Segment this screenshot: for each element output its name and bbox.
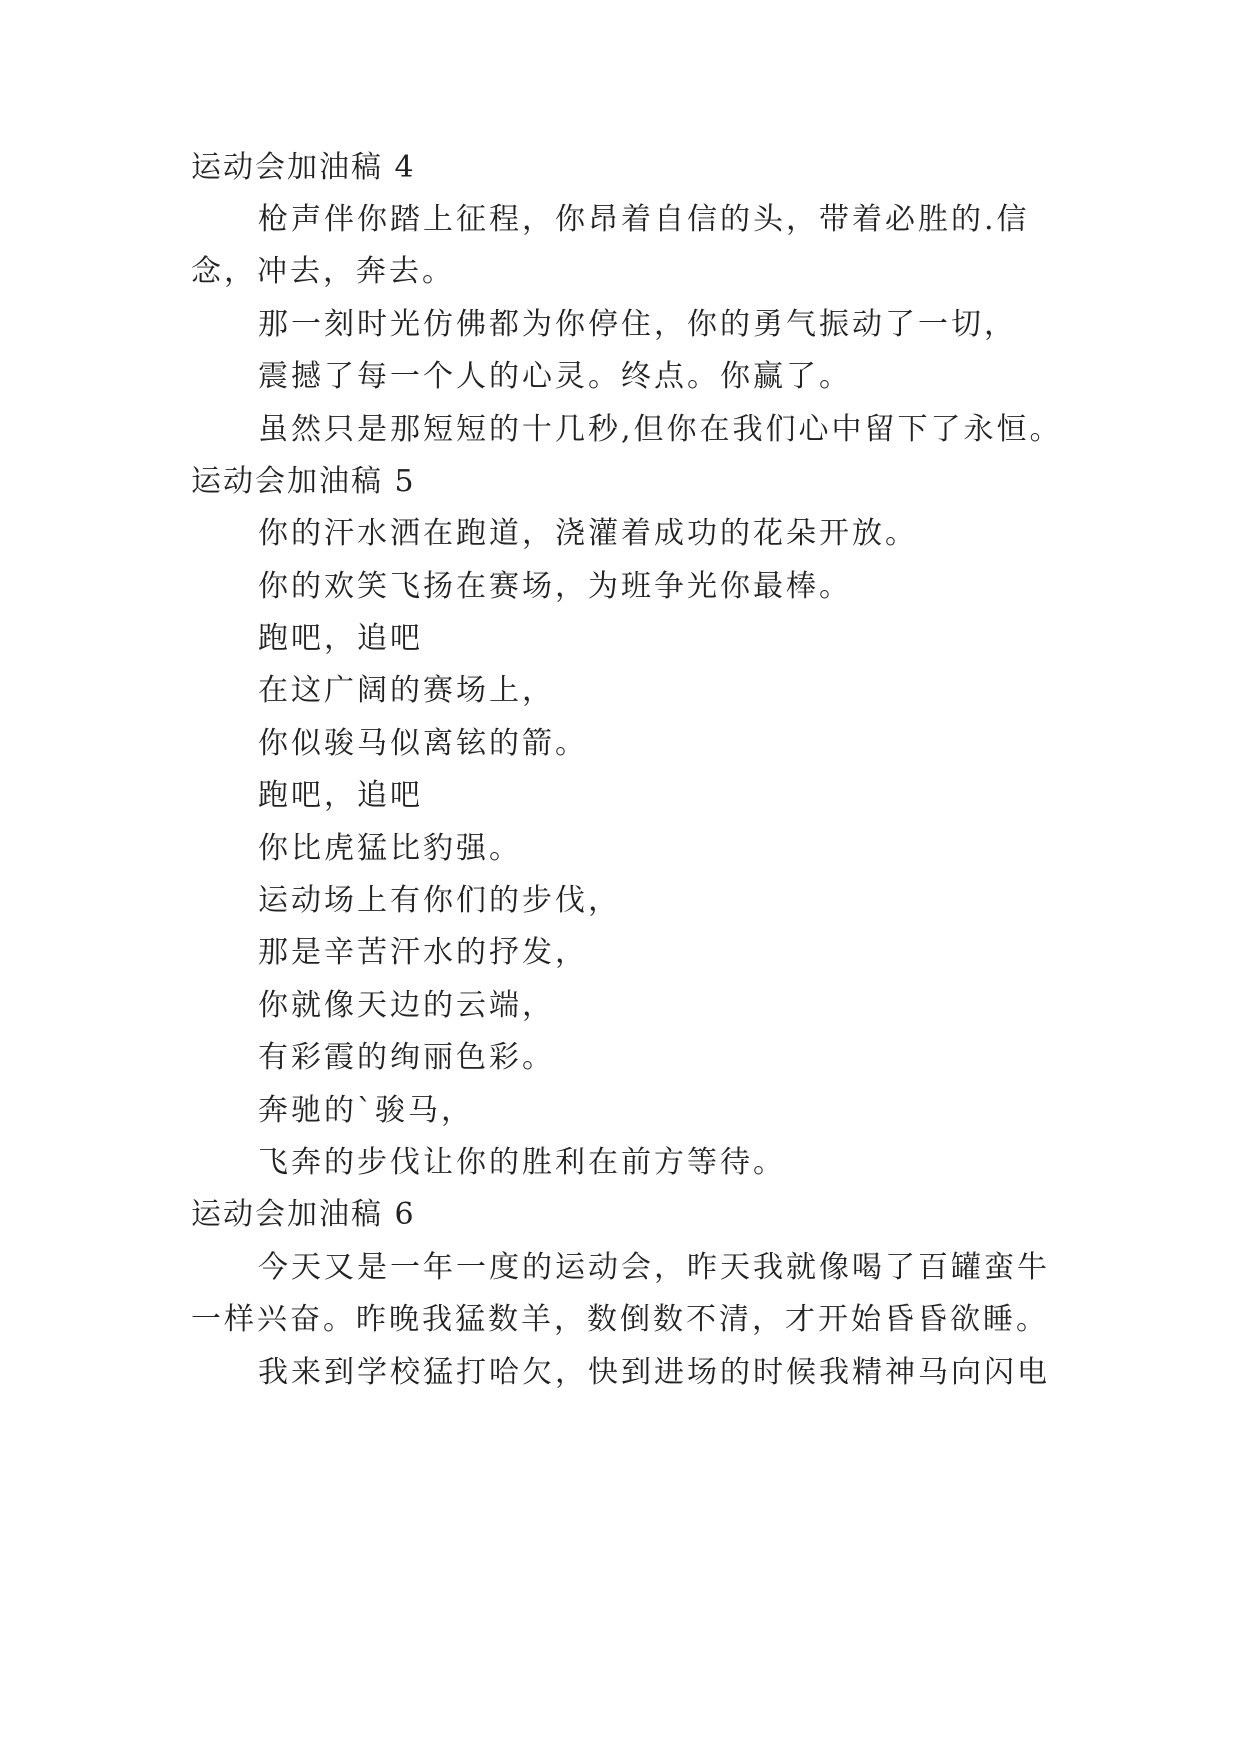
paragraph-line: 有彩霞的绚丽色彩。 xyxy=(258,1040,555,1075)
paragraph-line: 震撼了每一个人的心灵。终点。你赢了。 xyxy=(258,359,852,394)
paragraph-line: 飞奔的步伐让你的胜利在前方等待。 xyxy=(258,1145,786,1180)
paragraph-line: 那一刻时光仿佛都为你停住，你的勇气振动了一切， xyxy=(258,307,1017,342)
paragraph-line: 枪声伴你踏上征程，你昂着自信的头，带着必胜的.信 xyxy=(258,202,1030,237)
paragraph-line: 运动场上有你们的步伐， xyxy=(258,883,621,918)
section-heading: 运动会加油稿 5 xyxy=(191,464,416,499)
paragraph-line: 我来到学校猛打哈欠，快到进场的时候我精神马向闪电 xyxy=(258,1355,1050,1390)
paragraph-line: 在这广阔的赛场上， xyxy=(258,673,555,708)
paragraph-line: 奔驰的`骏马， xyxy=(258,1093,474,1128)
paragraph-line: 虽然只是那短短的十几秒,但你在我们心中留下了永恒。 xyxy=(258,412,1063,447)
paragraph-line: 你比虎猛比豹强。 xyxy=(258,831,522,866)
paragraph-line: 你就像天边的云端， xyxy=(258,988,555,1023)
section-heading: 运动会加油稿 4 xyxy=(191,150,416,185)
paragraph-line: 你似骏马似离铉的箭。 xyxy=(258,726,588,761)
paragraph-line: 那是辛苦汗水的抒发， xyxy=(258,935,588,970)
paragraph-line: 你的汗水洒在跑道，浇灌着成功的花朵开放。 xyxy=(258,516,918,551)
paragraph-line: 一样兴奋。昨晚我猛数羊，数倒数不清，才开始昏昏欲睡。 xyxy=(191,1302,1049,1337)
paragraph-line: 念，冲去，奔去。 xyxy=(191,254,455,289)
paragraph-line: 今天又是一年一度的运动会，昨天我就像喝了百罐蛮牛 xyxy=(258,1250,1050,1285)
paragraph-line: 跑吧，追吧 xyxy=(258,778,423,813)
section-heading: 运动会加油稿 6 xyxy=(191,1197,416,1232)
paragraph-line: 跑吧，追吧 xyxy=(258,621,423,656)
paragraph-line: 你的欢笑飞扬在赛场，为班争光你最棒。 xyxy=(258,569,852,604)
